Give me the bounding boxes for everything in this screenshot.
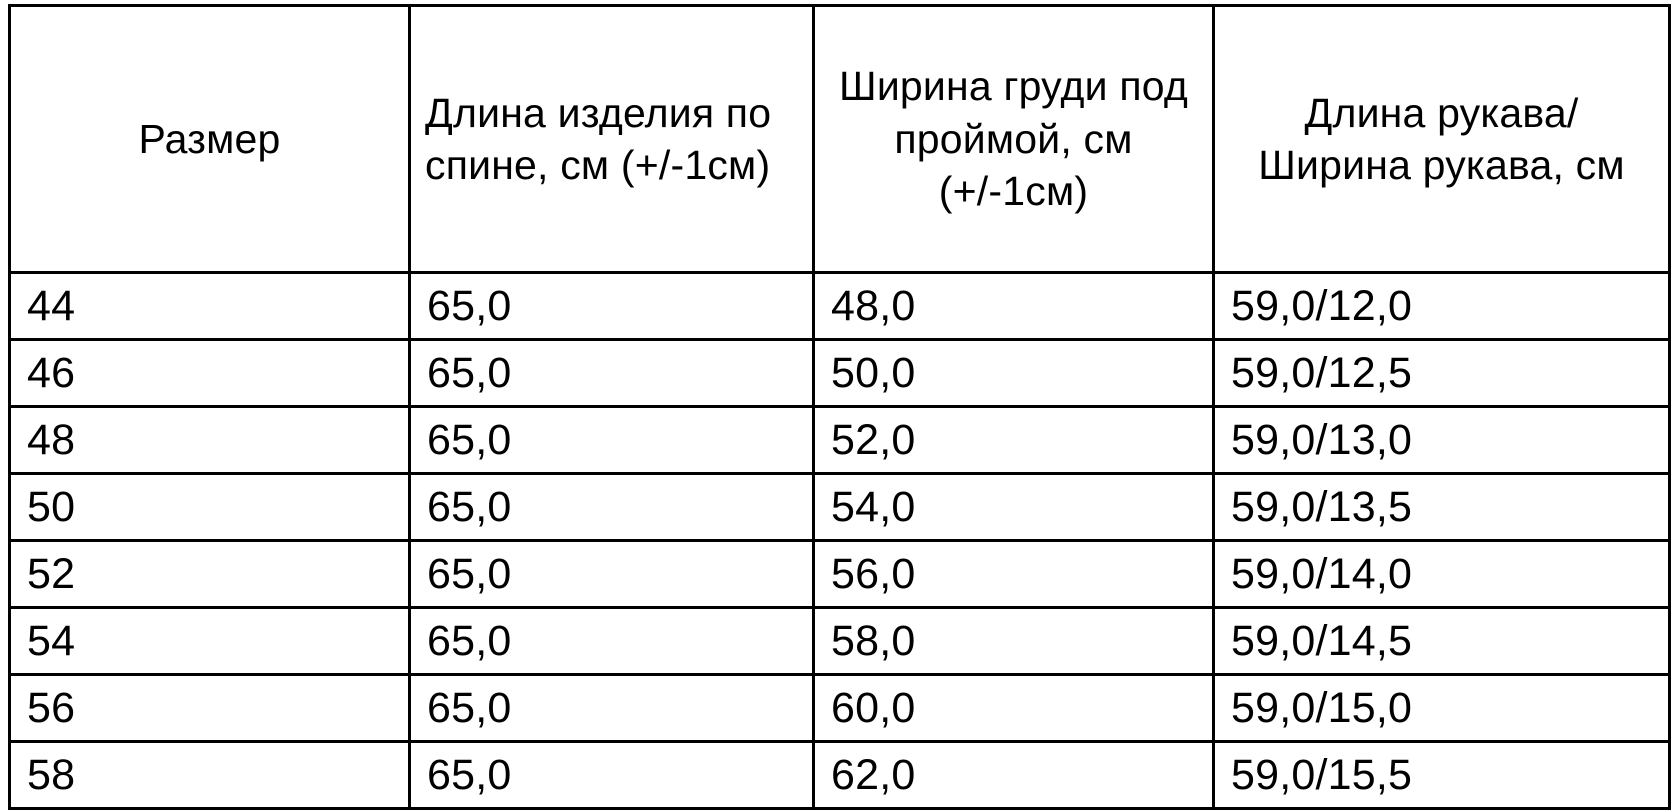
cell-value: 50 [27, 483, 76, 531]
table-cell-sleeve [1214, 541, 1670, 608]
cell-value: 52,0 [831, 416, 916, 464]
table-cell-size [10, 340, 410, 407]
column-header-sleeve-label: Длина рукава/Ширина рукава, см [1258, 89, 1625, 188]
table-cell-chest-width [814, 742, 1214, 809]
table-cell-size [10, 742, 410, 809]
table-body [10, 273, 1670, 809]
table-row [10, 273, 1670, 340]
cell-value: 52 [27, 550, 76, 598]
table-cell-size [10, 675, 410, 742]
table-cell-back-length [410, 273, 814, 340]
cell-value: 59,0/12,0 [1231, 282, 1413, 330]
column-header-sleeve [1214, 6, 1670, 273]
table-cell-back-length [410, 340, 814, 407]
cell-value: 65,0 [427, 684, 512, 732]
table-cell-chest-width [814, 608, 1214, 675]
cell-value: 46 [27, 349, 76, 397]
cell-value: 56,0 [831, 550, 916, 598]
cell-value: 59,0/12,5 [1231, 349, 1413, 397]
table-cell-chest-width [814, 340, 1214, 407]
column-header-back-length [410, 6, 814, 273]
cell-value: 59,0/15,5 [1231, 751, 1413, 799]
table-cell-size [10, 273, 410, 340]
cell-value: 59,0/14,0 [1231, 550, 1413, 598]
table-row [10, 675, 1670, 742]
column-header-size-label: Размер [138, 115, 281, 162]
table-row [10, 407, 1670, 474]
cell-value: 56 [27, 684, 76, 732]
cell-value: 50,0 [831, 349, 916, 397]
table-cell-chest-width [814, 407, 1214, 474]
cell-value: 65,0 [427, 483, 512, 531]
column-header-chest-width-label: Ширина груди под проймой, см (+/-1см) [839, 63, 1188, 215]
table-header-row [10, 6, 1670, 273]
table-cell-size [10, 474, 410, 541]
table-cell-sleeve [1214, 675, 1670, 742]
table-cell-back-length [410, 407, 814, 474]
cell-value: 65,0 [427, 550, 512, 598]
cell-value: 48,0 [831, 282, 916, 330]
cell-value: 62,0 [831, 751, 916, 799]
table-cell-chest-width [814, 273, 1214, 340]
table-row [10, 541, 1670, 608]
cell-value: 58 [27, 751, 76, 799]
table-cell-sleeve [1214, 474, 1670, 541]
cell-value: 54 [27, 617, 76, 665]
table-cell-size [10, 407, 410, 474]
table-row [10, 608, 1670, 675]
table-cell-chest-width [814, 474, 1214, 541]
table-cell-sleeve [1214, 407, 1670, 474]
table-row [10, 474, 1670, 541]
table-cell-back-length [410, 675, 814, 742]
table-cell-sleeve [1214, 273, 1670, 340]
column-header-back-length-label: Длина изделия по спине, см (+/-1см) [425, 89, 772, 188]
cell-value: 48 [27, 416, 76, 464]
cell-value: 44 [27, 282, 76, 330]
column-header-size [10, 6, 410, 273]
cell-value: 65,0 [427, 416, 512, 464]
cell-value: 60,0 [831, 684, 916, 732]
table-cell-back-length [410, 608, 814, 675]
table-cell-sleeve [1214, 340, 1670, 407]
table-cell-sleeve [1214, 608, 1670, 675]
table-row [10, 742, 1670, 809]
table-header [10, 6, 1670, 273]
cell-value: 59,0/13,0 [1231, 416, 1413, 464]
cell-value: 59,0/14,5 [1231, 617, 1413, 665]
table-cell-back-length [410, 474, 814, 541]
table-row [10, 340, 1670, 407]
cell-value: 65,0 [427, 617, 512, 665]
cell-value: 59,0/13,5 [1231, 483, 1413, 531]
table-cell-back-length [410, 742, 814, 809]
table-cell-size [10, 541, 410, 608]
cell-value: 65,0 [427, 282, 512, 330]
table-cell-size [10, 608, 410, 675]
size-chart-table [8, 4, 1671, 810]
table-cell-back-length [410, 541, 814, 608]
cell-value: 54,0 [831, 483, 916, 531]
table-cell-chest-width [814, 675, 1214, 742]
cell-value: 65,0 [427, 751, 512, 799]
cell-value: 58,0 [831, 617, 916, 665]
column-header-chest-width [814, 6, 1214, 273]
table-cell-chest-width [814, 541, 1214, 608]
cell-value: 65,0 [427, 349, 512, 397]
table-cell-sleeve [1214, 742, 1670, 809]
cell-value: 59,0/15,0 [1231, 684, 1413, 732]
